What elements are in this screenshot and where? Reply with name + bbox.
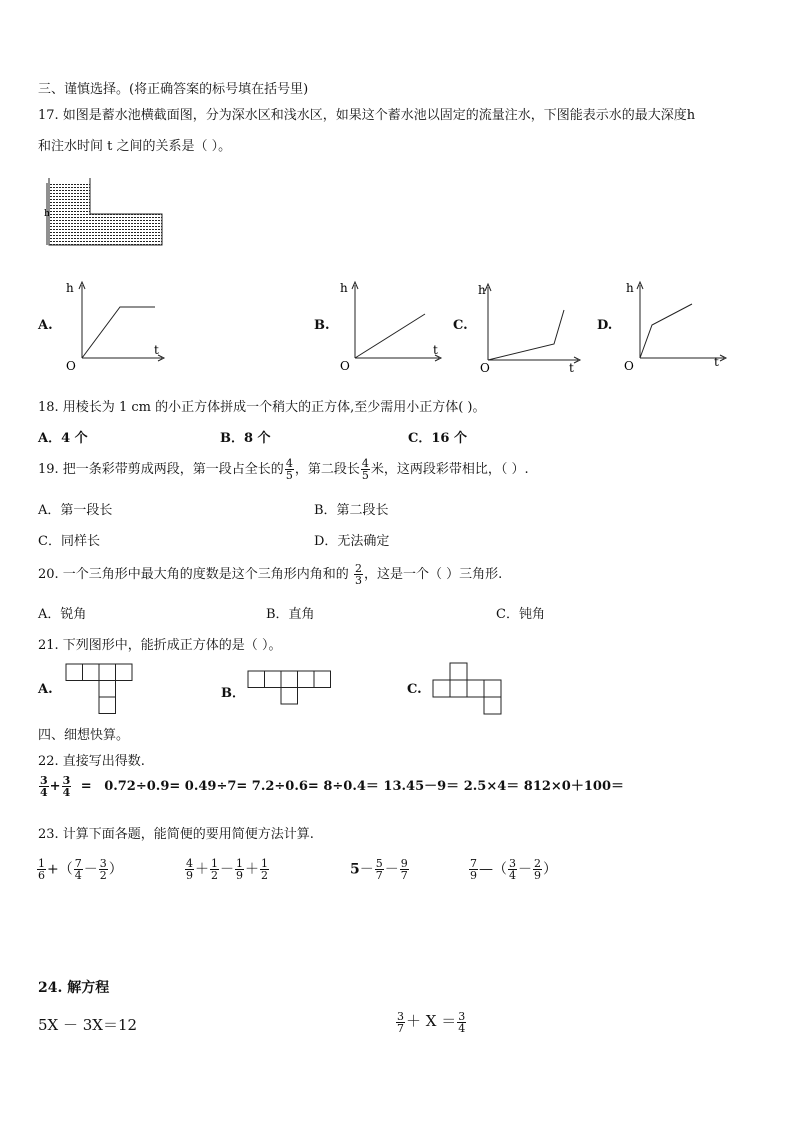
q23-expr-1: $\frac{1}{6}$ +（ $\frac{7}{4}$ － $\frac{3}{2}$ ） bbox=[38, 857, 123, 882]
q21-net-b bbox=[248, 671, 338, 707]
q19-text-b: ，第二段长 bbox=[294, 462, 360, 477]
q23-text: 23. 计算下面各题，能简便的要用简便方法计算. bbox=[38, 827, 314, 842]
q23-e1-a-den: 6 bbox=[38, 869, 45, 882]
q21-option-c-label[interactable]: C. bbox=[407, 682, 422, 697]
q21-text: 21. 下列图形中，能折成正方体的是（ ）。 bbox=[38, 638, 282, 653]
q22-frac-b-den: 4 bbox=[62, 786, 71, 799]
q22-frac-b-num: 3 bbox=[62, 774, 71, 787]
q17-graph-a bbox=[60, 280, 170, 373]
q19-fraction-1 bbox=[285, 458, 294, 481]
graph-c-y-label: h bbox=[478, 283, 486, 297]
graph-b-x-label: t bbox=[433, 343, 438, 357]
q20-frac-den: 3 bbox=[354, 574, 362, 587]
q22-expressions bbox=[38, 775, 624, 798]
q23-e4-a-den: 9 bbox=[470, 869, 477, 882]
q20-text-b: ，这是一个（ ）三角形. bbox=[363, 567, 503, 582]
q24-title: 24. 解方程 bbox=[38, 980, 110, 996]
graph-b-y-label: h bbox=[340, 281, 348, 295]
q23-e3-a-den: 7 bbox=[375, 869, 383, 882]
q21-option-b-label[interactable]: B． bbox=[221, 686, 245, 701]
q17-graph-c bbox=[474, 282, 584, 375]
q21-net-c bbox=[433, 663, 505, 715]
q24-eq2-rden: 4 bbox=[458, 1021, 466, 1035]
q22-plus: + bbox=[49, 779, 61, 794]
graph-d-x-label: t bbox=[714, 355, 719, 369]
q23-e2-c-num: 1 bbox=[236, 857, 243, 870]
q23-e3-b-num: 9 bbox=[400, 857, 408, 870]
q23-e2-a-num: 4 bbox=[186, 857, 193, 870]
q23-e3-b-den: 7 bbox=[400, 869, 408, 882]
q23-e4-b-num: 3 bbox=[509, 857, 516, 870]
q19-fraction-2 bbox=[361, 458, 370, 481]
q22-frac-a bbox=[39, 775, 49, 798]
graph-d-y-label: h bbox=[626, 281, 634, 295]
q22-eq: = bbox=[80, 779, 92, 794]
graph-d-origin: O bbox=[624, 359, 634, 373]
q23-expr-3: 5－ $\frac{5}{7}$ － $\frac{9}{7}$ bbox=[350, 857, 408, 882]
q23-e2-b-num: 1 bbox=[211, 857, 218, 870]
q18-text: 18. 用棱长为 1 cm 的小正方体拼成一个稍大的正方体,至少需用小正方体( )。 bbox=[38, 400, 486, 415]
q17-graph-d bbox=[620, 280, 730, 373]
q17-text-line1: 17. 如图是蓄水池横截面图，分为深水区和浅水区，如果这个蓄水池以固定的流量注水，下图能表示水的最大深度h bbox=[38, 108, 696, 123]
q24-eq2-rnum: 3 bbox=[458, 1009, 466, 1023]
q20-option-c[interactable]: C．钝角 bbox=[496, 607, 545, 622]
q17-option-a-label[interactable]: A. bbox=[38, 318, 53, 333]
q20-fraction bbox=[354, 563, 363, 586]
q23-e4-b-den: 4 bbox=[509, 869, 516, 882]
graph-a-origin: O bbox=[66, 359, 76, 373]
q23-e2-d-num: 1 bbox=[261, 857, 268, 870]
q23-e1-c-num: 3 bbox=[99, 857, 107, 870]
pool-cross-section-figure bbox=[44, 178, 164, 248]
q22-frac-b bbox=[62, 775, 72, 798]
q23-expr-4: $\frac{7}{9}$ —（ $\frac{3}{4}$ － $\frac{2}{9}$ ） bbox=[470, 857, 557, 882]
q21-net-a bbox=[66, 664, 136, 716]
q20-frac-num: 2 bbox=[354, 562, 362, 575]
q17-option-d-label[interactable]: D. bbox=[597, 318, 613, 333]
q18-option-b[interactable]: B．8 个 bbox=[220, 431, 271, 446]
graph-c-x-label: t bbox=[569, 361, 574, 375]
section-title-3: 三、谨慎选择。(将正确答案的标号填在括号里) bbox=[38, 82, 309, 97]
q23-e1-c-den: 2 bbox=[99, 869, 107, 882]
q17-option-c-label[interactable]: C. bbox=[453, 318, 468, 333]
q23-e2-a-den: 9 bbox=[186, 869, 193, 882]
q19-option-c[interactable]: C．同样长 bbox=[38, 534, 100, 549]
q24-eq2-mid: ＋ X ＝ bbox=[406, 1012, 457, 1030]
q19-text-a: 19. 把一条彩带剪成两段，第一段占全长的 bbox=[38, 462, 284, 477]
graph-a-x-label: t bbox=[154, 343, 159, 357]
q24-eq2-num: 3 bbox=[397, 1009, 404, 1023]
q23-e2-c-den: 9 bbox=[236, 869, 243, 882]
q23-e3-a-num: 5 bbox=[375, 857, 383, 870]
q23-e4-c-num: 2 bbox=[534, 857, 541, 870]
q20-text-a: 20. 一个三角形中最大角的度数是这个三角形内角和的 bbox=[38, 567, 349, 582]
q19-frac1-den: 5 bbox=[285, 469, 293, 482]
q17-option-b-label[interactable]: B. bbox=[314, 318, 330, 333]
q22-frac-a-den: 4 bbox=[40, 786, 48, 799]
pool-h-label: h bbox=[44, 209, 50, 219]
section-title-4: 四、细想快算。 bbox=[38, 728, 130, 743]
q23-e2-b-den: 2 bbox=[211, 869, 218, 882]
q17-text-line2: 和注水时间 t 之间的关系是（ ）。 bbox=[38, 139, 232, 154]
q23-e1-b-num: 7 bbox=[74, 857, 82, 870]
q24-eq2-den: 7 bbox=[397, 1021, 404, 1035]
q19-option-d[interactable]: D．无法确定 bbox=[314, 534, 390, 549]
q24-equation-1: 5X － 3X＝12 bbox=[38, 1016, 138, 1034]
q22-rest: 0.72÷0.9= 0.49÷7= 7.2÷0.6= 8÷0.4＝ 13.45－9＝ 2.5×4＝ 812×0＋100＝ bbox=[104, 779, 624, 794]
q22-frac-a-num: 3 bbox=[40, 774, 48, 787]
q19-frac2-den: 5 bbox=[361, 469, 369, 482]
q20-text bbox=[38, 563, 502, 586]
q19-option-b[interactable]: B．第二段长 bbox=[314, 503, 389, 518]
q19-text bbox=[38, 458, 529, 481]
q22-text: 22. 直接写出得数. bbox=[38, 754, 145, 769]
q23-expr-2: $\frac{4}{9}$ ＋ $\frac{1}{2}$ － $\frac{1}{9}$ ＋ $\frac{1}{2}$ bbox=[186, 857, 268, 882]
q19-frac2-num: 4 bbox=[361, 457, 369, 470]
q20-option-b[interactable]: B．直角 bbox=[266, 607, 315, 622]
q19-frac1-num: 4 bbox=[285, 457, 293, 470]
graph-b-origin: O bbox=[340, 359, 350, 373]
q23-e4-c-den: 9 bbox=[534, 869, 541, 882]
q23-e1-a-num: 1 bbox=[38, 857, 45, 870]
graph-a-y-label: h bbox=[66, 281, 74, 295]
q17-graph-b bbox=[335, 280, 445, 373]
q23-e4-a-num: 7 bbox=[470, 857, 477, 870]
q18-option-a[interactable]: A．4 个 bbox=[38, 431, 88, 446]
q23-e2-d-den: 2 bbox=[261, 869, 268, 882]
q23-e3-lead: 5 bbox=[350, 861, 360, 878]
q18-option-c[interactable]: C．16 个 bbox=[408, 431, 467, 446]
graph-c-origin: O bbox=[480, 361, 490, 375]
q21-option-a-label[interactable]: A. bbox=[38, 682, 53, 697]
q23-e1-b-den: 4 bbox=[74, 869, 82, 882]
q19-text-c: 米，这两段彩带相比，（ ）. bbox=[370, 462, 529, 477]
q24-equation-2 bbox=[395, 1010, 467, 1034]
q20-option-a[interactable]: A．锐角 bbox=[38, 607, 87, 622]
q19-option-a[interactable]: A．第一段长 bbox=[38, 503, 113, 518]
